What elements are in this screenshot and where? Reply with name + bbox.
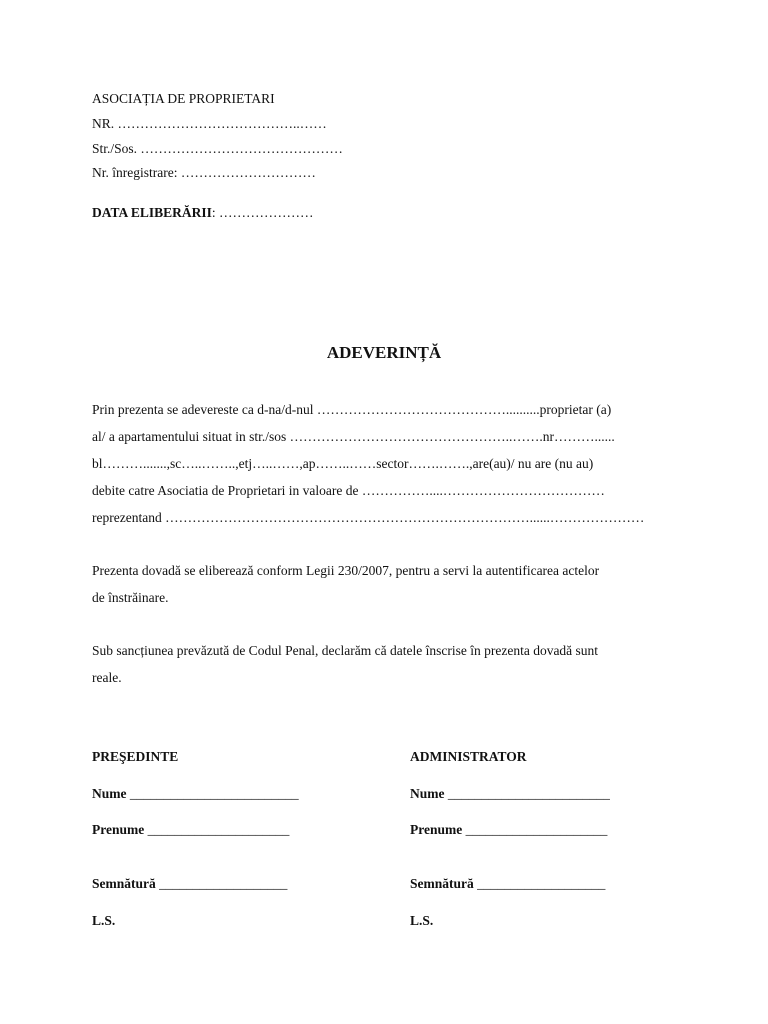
administrator-seal: L.S. [410, 913, 434, 928]
association-heading: ASOCIAȚIA DE PROPRIETARI [92, 91, 275, 106]
legal-basis-line-2: de înstrăinare. [92, 590, 169, 605]
president-signature-label: Semnătură [92, 876, 156, 891]
declaration-line-1: Sub sancțiunea prevăzută de Codul Penal, declarăm că datele înscrise în prezenta dovadă sunt [92, 643, 599, 658]
president-signature-field [92, 876, 287, 892]
administrator-first-name-field [410, 822, 607, 838]
declaration-line-2: reale. [92, 670, 122, 685]
president-heading: PREŞEDINTE [92, 749, 179, 764]
president-first-name-line: _____________________ [144, 822, 290, 837]
administrator-heading: ADMINISTRATOR [410, 749, 527, 764]
association-number: NR. …………………………………..…… [92, 116, 327, 131]
body-line-1: Prin prezenta se adevereste ca d-na/d-nul ……………………………………..........proprietar (a) [92, 402, 612, 417]
administrator-signature-label: Semnătură [410, 876, 474, 891]
body-line-2: al/ a apartamentului situat in str./sos …………………………………………..…….nr………...... [92, 429, 615, 444]
administrator-signature-field [410, 876, 605, 892]
administrator-name-field [410, 786, 610, 802]
administrator-signature-line: ___________________ [473, 876, 606, 891]
issue-date-value: : ………………… [211, 205, 314, 220]
body-line-5: reprezentand ………………………………………………………………………......………………… [92, 510, 645, 525]
president-seal: L.S. [92, 913, 116, 928]
president-name-label: Nume [92, 786, 127, 801]
president-first-name-label: Prenume [92, 822, 145, 837]
administrator-name-line: ________________________ [444, 786, 610, 801]
president-name-line: _________________________ [126, 786, 299, 801]
administrator-first-name-label: Prenume [410, 822, 463, 837]
president-first-name-field [92, 822, 289, 838]
association-street: Str./Sos. ……………………………………… [92, 141, 343, 156]
legal-basis-line-1: Prezenta dovadă se eliberează conform Legii 230/2007, pentru a servi la autentificarea actelor [92, 563, 600, 578]
body-line-3: bl……….......,sc…..……..,etj…..……,ap……..……sector…….…….,are(au)/ nu are (nu au) [92, 456, 594, 471]
issue-date-label: DATA ELIBERĂRII [92, 205, 212, 220]
president-name-field [92, 786, 299, 802]
administrator-name-label: Nume [410, 786, 445, 801]
document-title: ADEVERINȚĂ [326, 343, 442, 362]
registration-number: Nr. înregistrare: ………………………… [92, 165, 316, 180]
body-line-4: debite catre Asociatia de Proprietari in valoare de ……………....……………………………… [92, 483, 605, 498]
administrator-first-name-line: _____________________ [462, 822, 608, 837]
president-signature-line: ___________________ [155, 876, 288, 891]
issue-date [92, 205, 314, 221]
